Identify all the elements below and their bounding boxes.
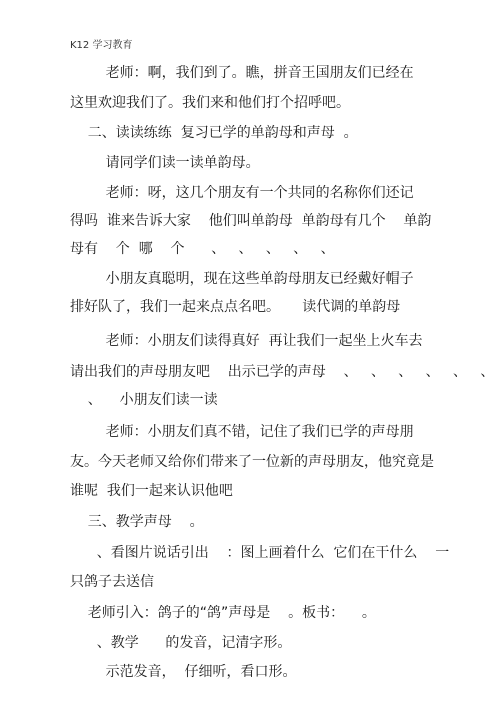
body-line: 得吗 谁来告诉大家 他们叫单韵母 单韵母有几个 单韵 bbox=[70, 213, 432, 229]
section-heading: 三、教学声母 。 bbox=[70, 514, 204, 530]
body-line: 、 小朋友们读一读 bbox=[70, 392, 218, 408]
body-line: 请同学们读一读单韵母。 bbox=[70, 155, 260, 171]
body-line: 只鸽子去送信 bbox=[70, 574, 154, 590]
body-line: 、看图片说话引出 ：图上画着什么 它们在干什么 一 bbox=[70, 545, 450, 561]
body-line: 请出我们的声母朋友吧 出示已学的声母 、 、 、 、 、 、 bbox=[70, 364, 495, 380]
body-line: 老师：小朋友们读得真好 再让我们一起坐上火车去 bbox=[70, 333, 423, 349]
body-line: 老师：呀，这几个朋友有一个共同的名称你们还记 bbox=[70, 185, 414, 201]
section-heading: 二、读读练练 复习已学的单韵母和声母 。 bbox=[70, 125, 358, 141]
body-line: 排好队了，我们一起来点点名吧。 读代调的单韵母 bbox=[70, 299, 401, 315]
body-line: 示范发音， 仔细听，看口形。 bbox=[70, 664, 297, 680]
body-line: 这里欢迎我们了。我们来和他们打个招呼吧。 bbox=[70, 95, 350, 111]
body-line: 老师：小朋友们真不错，记住了我们已学的声母朋 bbox=[70, 424, 414, 440]
body-line: 小朋友真聪明，现在这些单韵母朋友已经戴好帽子 bbox=[70, 271, 414, 287]
body-line: 友。今天老师又给你们带来了一位新的声母朋友，他究竟是 bbox=[70, 454, 434, 470]
body-line: 老师引入：鸽子的“鸽”声母是 。板书： 。 bbox=[70, 605, 376, 621]
body-line: 、教学 的发音，记清字形。 bbox=[70, 635, 292, 651]
page-header: K12 学习教育 bbox=[70, 40, 133, 51]
body-line: 母有 个 哪 个 、 、 、 、 、 bbox=[70, 241, 335, 257]
body-line: 老师：啊，我们到了。瞧，拼音王国朋友们已经在 bbox=[70, 65, 414, 81]
body-line: 谁呢 我们一起来认识他吧 bbox=[70, 483, 233, 499]
